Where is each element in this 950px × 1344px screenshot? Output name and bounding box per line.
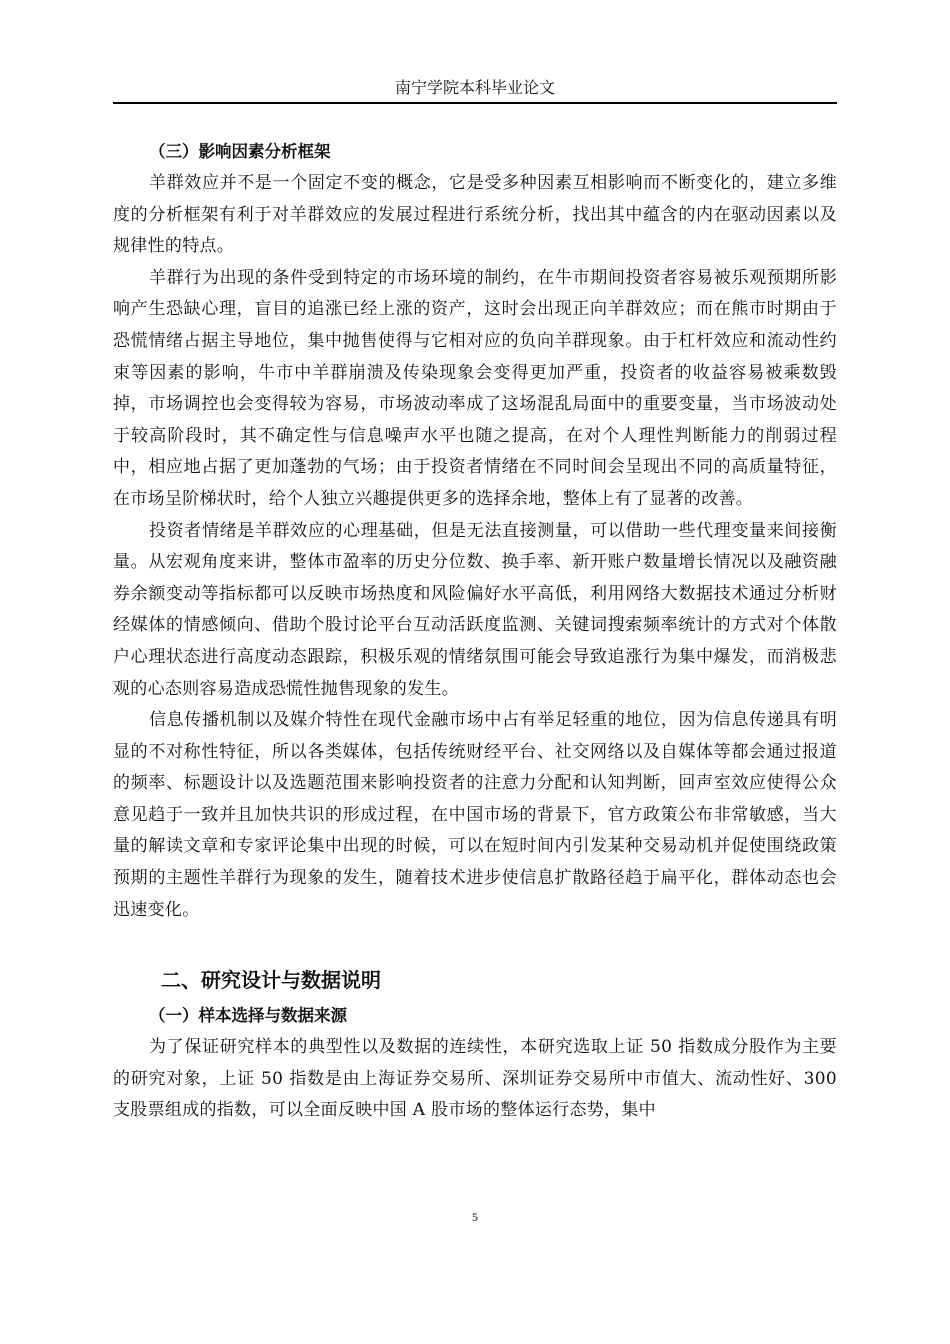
- header-title: 南宁学院本科毕业论文: [394, 78, 555, 97]
- chapter-heading: 二、研究设计与数据说明: [161, 968, 381, 993]
- body-paragraph: 羊群效应并不是一个固定不变的概念，它是受多种因素互相影响而不断变化的，建立多维度的分析框架有利于对羊群效应的发展过程进行系统分析，找出其中蕴含的内在驱动因素以及规律性的特点。: [113, 173, 837, 257]
- body-paragraph: 为了保证研究样本的典型性以及数据的连续性，本研究选取上证 50 指数成分股作为主要的研究对象，上证 50 指数是由上海证券交易所、深圳证券交易所中市值大、流动性好、300 支股票组成的指数，可以全面反映中国 A 股市场的整体运行态势，集中: [113, 1037, 837, 1121]
- subsection-heading: （一）样本选择与数据来源: [149, 1006, 347, 1026]
- page-number: 5: [472, 1210, 478, 1224]
- page-body: [113, 136, 837, 1127]
- body-paragraph: 投资者情绪是羊群效应的心理基础，但是无法直接测量，可以借助一些代理变量来间接衡量。从宏观角度来讲，整体市盈率的历史分位数、换手率、新开账户数量增长情况以及融资融券余额变动等指标都可以反映市场热度和风险偏好水平高低，利用网络大数据技术通过分析财经媒体的情感倾向、借助个股讨论平台互动活跃度监测、关键词搜索频率统计的方式对个体散户心理状态进行高度动态跟踪，积极乐观的情绪氛围可能会导致追涨行为集中爆发，而消极悲观的心态则容易造成恐慌性抛售现象的发生。: [113, 520, 837, 699]
- subsection-heading: （三）影响因素分析框架: [149, 142, 331, 161]
- body-paragraph: 信息传播机制以及媒介特性在现代金融市场中占有举足轻重的地位，因为信息传递具有明显的不对称性特征，所以各类媒体，包括传统财经平台、社交网络以及自媒体等都会通过报道的频率、标题设计以及选题范围来影响投资者的注意力分配和认知判断，回声室效应使得公众意见趋于一致并且加快共识的形成过程，在中国市场的背景下，官方政策公布非常敏感，当大量的解读文章和专家评论集中出现的时候，可以在短时间内引发某种交易动机并促使围绕政策预期的主题性羊群行为现象的发生，随着技术进步使信息扩散路径趋于扁平化，群体动态也会迅速变化。: [113, 710, 837, 920]
- page-header: [113, 74, 837, 104]
- body-paragraph: 羊群行为出现的条件受到特定的市场环境的制约，在牛市期间投资者容易被乐观预期所影响产生恐缺心理，盲目的追涨已经上涨的资产，这时会出现正向羊群效应；而在熊市时期由于恐慌情绪占据主导地位，集中抛售使得与它相对应的负向羊群现象。由于杠杆效应和流动性约束等因素的影响，牛市中羊群崩溃及传染现象会变得更加严重，投资者的收益容易被乘数毁掉，市场调控也会变得较为容易，市场波动率成了这场混乱局面中的重要变量，当市场波动处于较高阶段时，其不确定性与信息噪声水平也随之提高，在对个人理性判断能力的削弱过程中，相应地占据了更加蓬勃的气场；由于投资者情绪在不同时间会呈现出不同的高质量特征，在市场呈阶梯状时，给个人独立兴趣提供更多的选择余地，整体上有了显著的改善。: [113, 267, 837, 509]
